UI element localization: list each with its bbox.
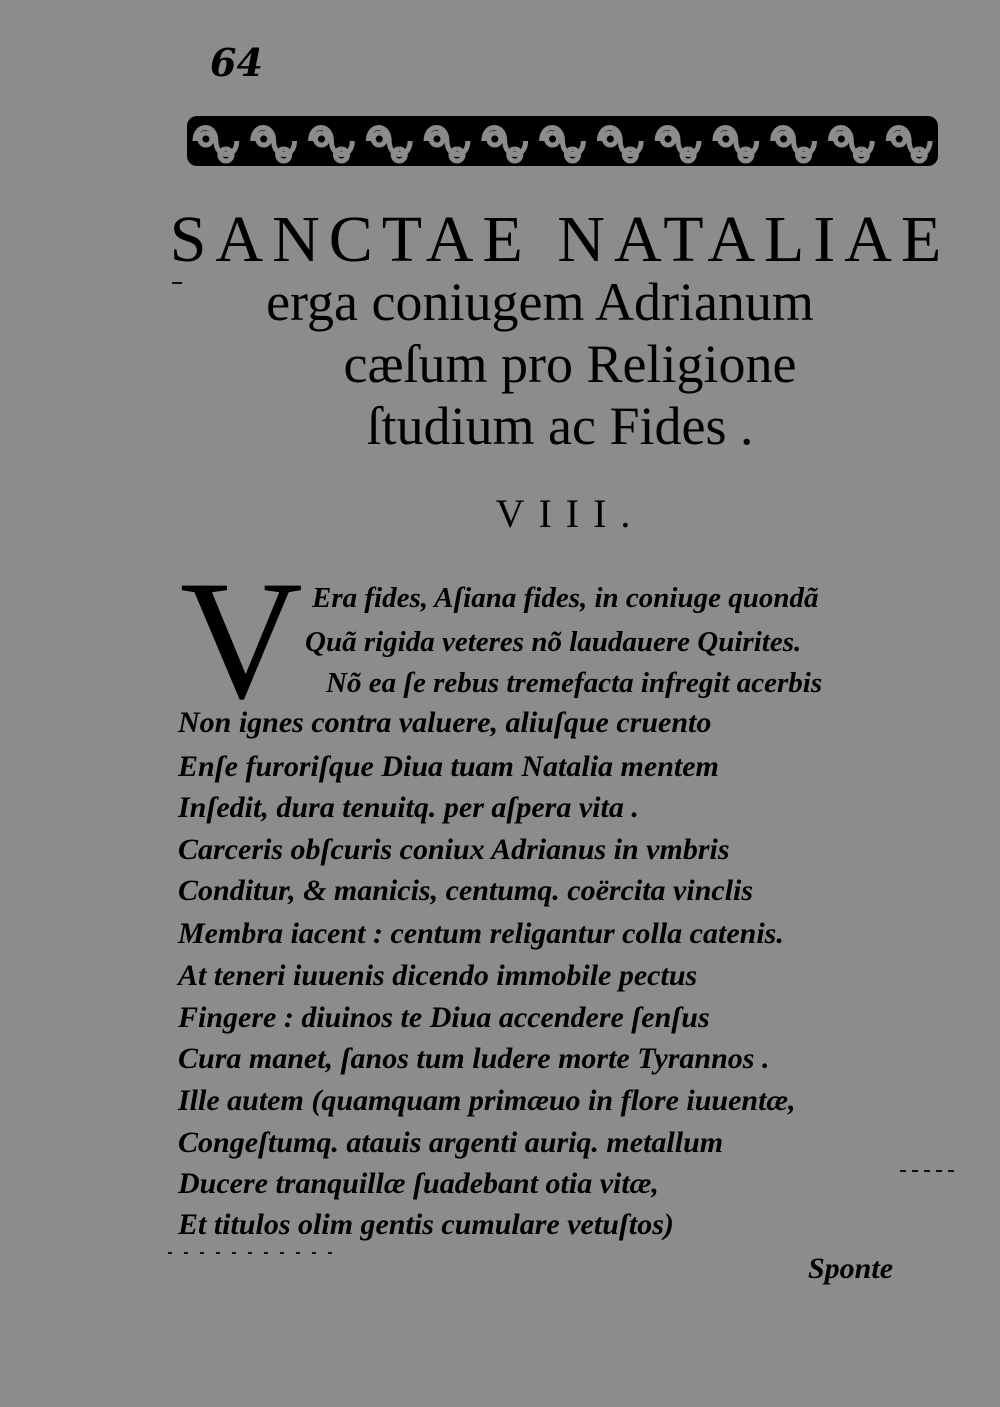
verse-line: Nõ ea ſe rebus tremefacta infregit acerbis <box>326 667 823 699</box>
ink-mark <box>168 1252 338 1254</box>
verse-line: Inſedit, dura tenuitq. per aſpera vita . <box>178 791 639 824</box>
title-line-2: cæſum pro Religione <box>343 334 797 394</box>
verse-line: Congeſtumq. atauis argenti auriq. metallum <box>178 1126 724 1159</box>
verse-line: Quã rigida veteres nõ laudauere Quirites. <box>305 626 802 658</box>
verse-line: Cura manet, ſanos tum ludere morte Tyrannos . <box>178 1042 770 1075</box>
verse-line: Era fides, Aſiana fides, in coniuge quondã <box>312 582 819 614</box>
ink-mark <box>900 1170 960 1172</box>
verse-line: Ille autem (quamquam primæuo in flore iuuentæ, <box>178 1084 796 1117</box>
verse-line: Ducere tranquillæ ſuadebant otia vitæ, <box>178 1167 659 1200</box>
verse-line: Enſe furoriſque Diua tuam Natalia mentem <box>178 750 719 783</box>
catchword: Sponte <box>808 1252 894 1285</box>
verse-line: At teneri iuuenis dicendo immobile pectus <box>178 959 698 992</box>
title-main: SANCTAE NATALIAE <box>169 203 951 276</box>
drop-cap: V <box>180 546 303 734</box>
title-line-3: ſtudium ac Fides . <box>366 396 754 456</box>
title-line-1: erga coniugem Adrianum <box>266 272 814 332</box>
ink-mark <box>172 282 182 284</box>
verse-line: Membra iacent : centum religantur colla catenis. <box>178 917 784 950</box>
page-number: 64 <box>210 40 263 85</box>
section-number: VIII. <box>495 491 645 536</box>
verse-line: Fingere : diuinos te Diua accendere ſenſus <box>178 1001 710 1034</box>
verse-line: Et titulos olim gentis cumulare vetuſtos) <box>178 1208 674 1241</box>
verse-line: Non ignes contra valuere, aliuſque cruento <box>178 706 712 739</box>
verse-line: Carceris obſcuris coniux Adrianus in vmbris <box>178 833 730 866</box>
verse-line: Conditur, & manicis, centumq. coërcita vinclis <box>178 874 754 907</box>
